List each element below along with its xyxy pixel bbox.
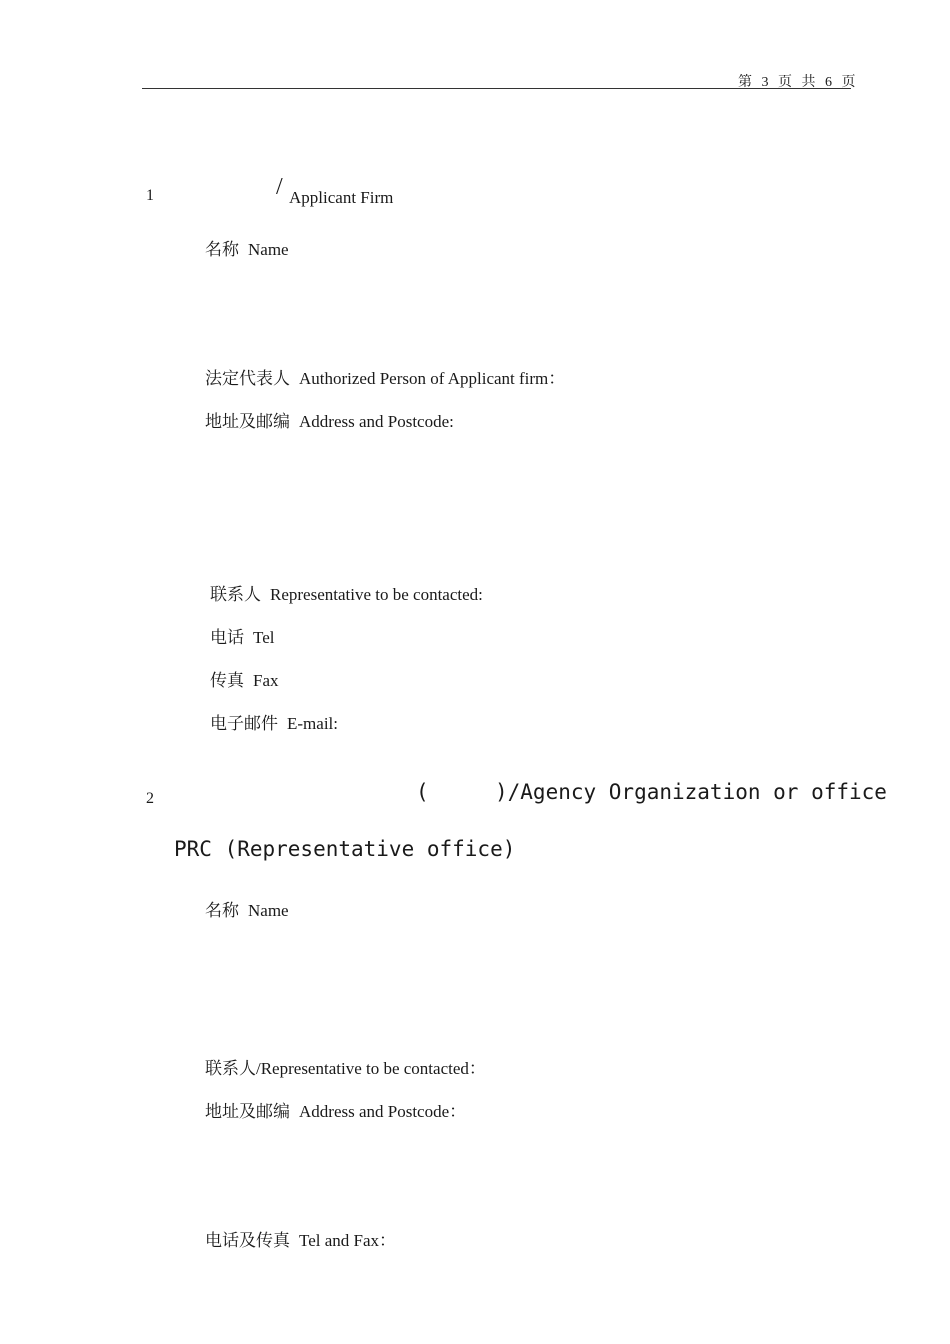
page-number: 第 3 页 共 6 页 xyxy=(738,75,859,90)
section-2-heading-paren: ( xyxy=(416,780,429,804)
field-label-cn: 联系人 xyxy=(210,585,261,604)
field-label-cn: 电话 xyxy=(210,628,244,647)
agency-tel-fax-field xyxy=(205,1226,396,1251)
agency-representative-field: 联系人/Representative to be contacted： xyxy=(205,1059,486,1078)
field-label-en: Address and Postcode： xyxy=(299,1102,467,1121)
section-2-heading-en-line-1: )/Agency Organization or office xyxy=(495,780,887,804)
section-1-number: 1 xyxy=(146,187,154,204)
applicant-tel-field xyxy=(210,623,274,648)
field-label-en: E-mail: xyxy=(287,714,338,733)
section-2-heading-en-line-2: PRC (Representative office) xyxy=(174,837,516,861)
agency-name-field xyxy=(205,896,289,921)
applicant-fax-field xyxy=(210,666,279,691)
authorized-person-field xyxy=(205,364,565,389)
field-label-cn: 地址及邮编 xyxy=(205,412,290,431)
applicant-name-field xyxy=(205,235,289,260)
applicant-representative-field xyxy=(210,580,483,605)
field-label-en: Tel and Fax： xyxy=(299,1231,397,1250)
field-label-cn: 名称 xyxy=(205,240,239,259)
field-label-cn: 传真 xyxy=(210,671,244,690)
field-label-cn: 法定代表人 xyxy=(205,369,290,388)
field-label-cn: 电子邮件 xyxy=(210,714,278,733)
section-1-heading-slash: / xyxy=(276,174,283,200)
section-1-heading-en: Applicant Firm xyxy=(289,188,394,207)
field-label-cn: 电话及传真 xyxy=(205,1231,290,1250)
section-2-number: 2 xyxy=(146,790,154,807)
field-label-en: Address and Postcode: xyxy=(299,412,454,431)
field-label-en: Authorized Person of Applicant firm： xyxy=(299,369,566,388)
field-label-en: Tel xyxy=(253,628,275,647)
applicant-address-field xyxy=(205,407,454,432)
applicant-email-field xyxy=(210,709,338,734)
field-label-en: Fax xyxy=(253,671,279,690)
field-label-en: Name xyxy=(248,901,289,920)
field-label-cn: 名称 xyxy=(205,901,239,920)
agency-address-field xyxy=(205,1097,466,1122)
field-label-cn: 地址及邮编 xyxy=(205,1102,290,1121)
field-label-en: Name xyxy=(248,240,289,259)
field-label-en: Representative to be contacted: xyxy=(270,585,483,604)
header-rule xyxy=(142,88,851,89)
